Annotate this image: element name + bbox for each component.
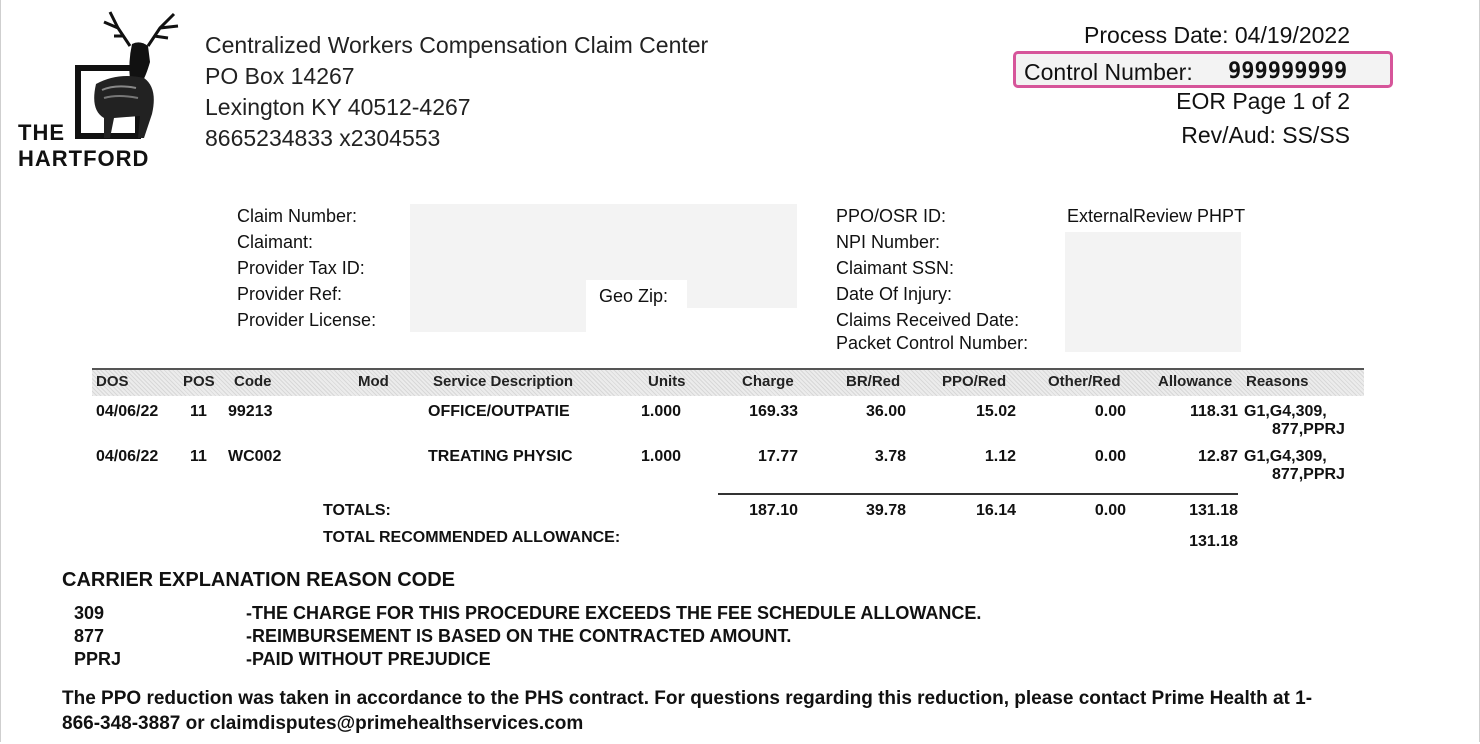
address-line: Lexington KY 40512-4267 <box>205 94 471 120</box>
cell-reasons: G1,G4,309, <box>1244 403 1327 420</box>
reason-code: 877 <box>74 626 105 646</box>
cell-allowance: 12.87 <box>1197 448 1238 465</box>
reason-text: -PAID WITHOUT PREJUDICE <box>246 649 491 669</box>
cell-reasons-cont: 877,PPRJ <box>1272 466 1345 483</box>
rev-aud: Rev/Aud: SS/SS <box>1181 122 1350 148</box>
redacted-provider-info <box>410 280 586 332</box>
npi-number-label: NPI Number: <box>836 232 941 252</box>
col-br-red: BR/Red <box>846 373 901 390</box>
redacted-right-info <box>1065 232 1241 352</box>
cell-code: 99213 <box>228 403 273 420</box>
col-reasons: Reasons <box>1246 373 1309 390</box>
address-line: Centralized Workers Compensation Claim Center <box>205 32 709 58</box>
claim-number-label: Claim Number: <box>237 206 358 226</box>
address-block <box>205 30 708 154</box>
total-charge: 187.10 <box>749 502 798 519</box>
cell-dos: 04/06/22 <box>96 448 159 465</box>
cell-dos: 04/06/22 <box>96 403 159 420</box>
reason-text: -REIMBURSEMENT IS BASED ON THE CONTRACTED AMOUNT. <box>246 626 792 646</box>
cell-br-red: 36.00 <box>865 403 906 420</box>
redacted-geo-zip <box>687 280 797 308</box>
cell-pos: 11 <box>190 448 207 465</box>
col-pos: POS <box>183 373 215 390</box>
ppo-osr-id-label: PPO/OSR ID: <box>836 206 947 226</box>
cell-allowance: 118.31 <box>1189 403 1238 420</box>
redacted-claim-info <box>410 204 797 280</box>
total-other-red: 0.00 <box>1094 502 1126 519</box>
col-charge: Charge <box>742 373 794 390</box>
control-number-label: Control Number: <box>1024 59 1193 85</box>
logo-text-hartford: HARTFORD <box>18 146 150 171</box>
provider-tax-id-label: Provider Tax ID: <box>237 258 365 278</box>
footer-note <box>62 686 1442 736</box>
totals-divider <box>718 493 1238 495</box>
logo-text-the: THE <box>18 120 65 145</box>
col-units: Units <box>648 373 686 390</box>
cell-units: 1.000 <box>641 448 682 465</box>
eor-page: EOR Page 1 of 2 <box>1176 88 1350 114</box>
col-other-red: Other/Red <box>1048 373 1121 390</box>
totals-label: TOTALS: <box>323 502 391 519</box>
cell-charge: 17.77 <box>757 448 798 465</box>
address-line: 8665234833 x2304553 <box>205 125 441 151</box>
cell-reasons-cont: 877,PPRJ <box>1272 421 1345 438</box>
cell-charge: 169.33 <box>749 403 798 420</box>
claimant-ssn-label: Claimant SSN: <box>836 258 955 278</box>
total-recommended-label: TOTAL RECOMMENDED ALLOWANCE: <box>323 529 621 546</box>
reason-codes-title: CARRIER EXPLANATION REASON CODE <box>62 569 455 591</box>
total-recommended-value: 131.18 <box>1189 533 1238 550</box>
total-allowance: 131.18 <box>1189 502 1238 519</box>
col-ppo-red: PPO/Red <box>942 373 1007 390</box>
control-number-highlight <box>1013 51 1393 88</box>
footer-line: 866-348-3887 or claimdisputes@primehealthservices.com <box>62 713 584 734</box>
col-service-description: Service Description <box>433 373 574 390</box>
cell-reasons: G1,G4,309, <box>1244 448 1327 465</box>
process-date: Process Date: 04/19/2022 <box>1084 22 1350 48</box>
cell-description: OFFICE/OUTPATIE <box>428 403 570 420</box>
cell-ppo-red: 1.12 <box>984 448 1016 465</box>
cell-description: TREATING PHYSIC <box>428 448 573 465</box>
col-dos: DOS <box>96 373 129 390</box>
geo-zip-label: Geo Zip: <box>599 286 669 306</box>
col-mod: Mod <box>358 373 389 390</box>
ppo-osr-id-value: ExternalReview PHPT <box>1067 206 1246 226</box>
cell-other-red: 0.00 <box>1094 448 1126 465</box>
packet-control-number-label: Packet Control Number: <box>836 333 1029 353</box>
provider-ref-label: Provider Ref: <box>237 284 343 304</box>
control-number-value: 999999999 <box>1228 59 1348 84</box>
col-code: Code <box>234 373 272 390</box>
claims-received-date-label: Claims Received Date: <box>836 310 1020 330</box>
date-of-injury-label: Date Of Injury: <box>836 284 953 304</box>
total-ppo-red: 16.14 <box>975 502 1016 519</box>
cell-br-red: 3.78 <box>874 448 906 465</box>
hartford-logo <box>18 6 188 172</box>
cell-units: 1.000 <box>641 403 682 420</box>
reason-code: 309 <box>74 603 105 623</box>
reason-code: PPRJ <box>74 649 122 669</box>
claimant-label: Claimant: <box>237 232 314 252</box>
provider-license-label: Provider License: <box>237 310 377 330</box>
col-allowance: Allowance <box>1158 373 1233 390</box>
footer-line: The PPO reduction was taken in accordance to the PHS contract. For questions regarding this reduction, please contact Prime Health at 1- <box>62 688 1313 709</box>
cell-pos: 11 <box>190 403 207 420</box>
address-line: PO Box 14267 <box>205 63 355 89</box>
cell-ppo-red: 15.02 <box>975 403 1016 420</box>
cell-other-red: 0.00 <box>1094 403 1126 420</box>
total-br-red: 39.78 <box>865 502 906 519</box>
cell-code: WC002 <box>228 448 282 465</box>
reason-text: -THE CHARGE FOR THIS PROCEDURE EXCEEDS THE FEE SCHEDULE ALLOWANCE. <box>246 603 982 623</box>
